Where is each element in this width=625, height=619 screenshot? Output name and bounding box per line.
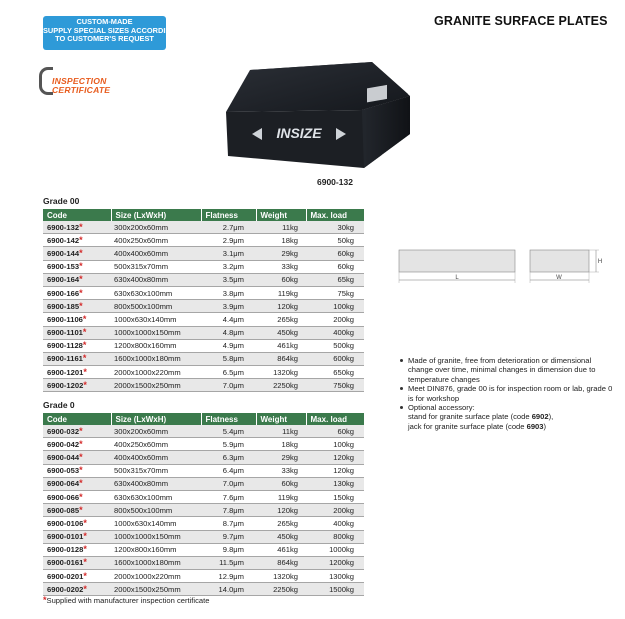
feature-text: Meet DIN876, grade 00 is for inspection room or lab, grade 0 is for workshop [408,384,613,403]
col-header-code: Code [43,209,111,221]
feature-item [399,403,614,431]
cell-max-load: 100kg [306,300,364,313]
asterisk-icon: * [82,327,87,338]
table-row [43,286,364,299]
certificate-logo-line-2: CERTIFICATE [52,85,111,95]
custom-made-badge [43,16,177,50]
asterisk-icon: * [79,287,83,298]
asterisk-icon: * [79,504,83,515]
asterisk-icon: * [79,451,83,462]
page-title: GRANITE SURFACE PLATES [434,14,608,28]
cell-flatness: 4.4μm [201,313,256,326]
cell-size: 2000x1000x220mm [111,366,201,379]
cell-weight: 60kg [256,477,306,490]
cell-flatness: 4.9μm [201,339,256,352]
cell-max-load: 1200kg [306,556,364,569]
asterisk-icon: * [79,478,83,489]
cell-size: 630x630x100mm [111,286,201,299]
cell-max-load: 130kg [306,477,364,490]
asterisk-icon: * [83,570,87,581]
cell-size: 400x250x60mm [111,438,201,451]
cell-code: 6900-144* [43,247,111,260]
feature-text: Made of granite, free from deterioration or dimensional change over time, minimal changes in dimension due to temperature changes [408,356,596,384]
cell-size: 1000x630x140mm [111,313,201,326]
cell-weight: 461kg [256,339,306,352]
cell-max-load: 1300kg [306,570,364,583]
cell-flatness: 2.7μm [201,221,256,234]
badge-line-3: TO CUSTOMER'S REQUEST [55,34,154,44]
col-header-max-load: Max. load [306,209,364,221]
cell-size: 1600x1000x180mm [111,352,201,365]
cell-code: 6900-153* [43,260,111,273]
cell-code: 6900-142* [43,234,111,247]
asterisk-icon: * [79,438,83,449]
jack-code: 6903 [526,421,544,431]
accessory-stand: stand for granite surface plate (code 6902), [408,412,554,422]
cell-flatness: 11.5μm [201,556,256,569]
cell-weight: 18kg [256,234,306,247]
cell-flatness: 5.8μm [201,352,256,365]
asterisk-icon: * [82,353,87,364]
table-row [43,366,364,379]
cell-flatness: 7.6μm [201,490,256,503]
cell-flatness: 6.5μm [201,366,256,379]
cell-weight: 1320kg [256,570,306,583]
table-row [43,451,364,464]
cell-size: 300x200x60mm [111,221,201,234]
accessory-title: Optional accessory: [408,403,475,413]
cell-max-load: 1000kg [306,543,364,556]
cell-flatness: 2.9μm [201,234,256,247]
badge-line-2: SUPPLY SPECIAL SIZES ACCORDING [43,25,177,35]
cell-weight: 11kg [256,221,306,234]
table-row [43,234,364,247]
cell-weight: 1320kg [256,366,306,379]
table-header-row [43,209,364,221]
cell-max-load: 100kg [306,438,364,451]
asterisk-icon: * [83,544,87,555]
cell-flatness: 5.9μm [201,438,256,451]
cell-code: 6900-0201* [43,570,111,583]
col-header-max-load: Max. load [306,413,364,425]
col-header-code: Code [43,413,111,425]
cell-max-load: 65kg [306,273,364,286]
cell-max-load: 60kg [306,247,364,260]
cell-code: 6900-1161* [43,352,111,365]
table-row [43,583,364,596]
plate-brand-engraving: INSIZE [276,125,322,141]
cell-flatness: 3.1μm [201,247,256,260]
cell-weight: 450kg [256,326,306,339]
feature-item [399,356,614,384]
cell-max-load: 60kg [306,260,364,273]
cell-flatness: 3.5μm [201,273,256,286]
asterisk-icon: * [83,583,87,594]
cell-code: 6900-0128* [43,543,111,556]
grade-0-title: Grade 0 [43,400,75,410]
cell-weight: 864kg [256,556,306,569]
cell-flatness: 3.8μm [201,286,256,299]
cell-max-load: 200kg [306,504,364,517]
cell-code: 6900-0106* [43,517,111,530]
table-row [43,543,364,556]
cell-code: 6900-164* [43,273,111,286]
stand-code: 6902 [531,412,549,422]
footnote [43,596,209,605]
cell-size: 1000x630x140mm [111,517,201,530]
table-row [43,300,364,313]
cell-max-load: 650kg [306,366,364,379]
asterisk-icon: * [83,379,87,390]
cell-weight: 120kg [256,300,306,313]
cell-code: 6900-0161* [43,556,111,569]
cell-max-load: 600kg [306,352,364,365]
table-row [43,477,364,490]
product-caption: 6900-132 [317,177,353,187]
cell-weight: 33kg [256,464,306,477]
cell-size: 2000x1500x250mm [111,583,201,596]
table-row [43,247,364,260]
table-row [43,339,364,352]
asterisk-icon: * [83,366,87,377]
cell-flatness: 3.9μm [201,300,256,313]
cell-size: 630x400x80mm [111,273,201,286]
cell-size: 630x630x100mm [111,490,201,503]
certificate-bracket-icon [39,67,53,95]
grade-0-table [43,413,364,596]
cell-code: 6900-053* [43,464,111,477]
cell-weight: 864kg [256,352,306,365]
col-header-flatness: Flatness [201,209,256,221]
table-row [43,425,364,438]
cell-flatness: 4.8μm [201,326,256,339]
table-row [43,260,364,273]
table-row [43,438,364,451]
cell-code: 6900-185* [43,300,111,313]
asterisk-icon: * [83,531,87,542]
cell-max-load: 120kg [306,464,364,477]
cell-flatness: 3.2μm [201,260,256,273]
asterisk-icon: * [79,261,83,272]
cell-max-load: 800kg [306,530,364,543]
asterisk-icon: * [79,491,83,502]
width-label: W [556,275,562,281]
cell-size: 400x400x60mm [111,451,201,464]
cell-size: 1000x1000x150mm [111,530,201,543]
cell-size: 1600x1000x180mm [111,556,201,569]
table-row [43,530,364,543]
cell-weight: 265kg [256,517,306,530]
cell-flatness: 6.4μm [201,464,256,477]
cell-size: 630x400x80mm [111,477,201,490]
footnote-text: Supplied with manufacturer inspection certificate [46,596,210,605]
cell-flatness: 7.0μm [201,379,256,392]
table-row [43,504,364,517]
cell-flatness: 7.8μm [201,504,256,517]
side-view-block [530,250,589,272]
cell-size: 400x400x60mm [111,247,201,260]
cell-size: 2000x1500x250mm [111,379,201,392]
cell-flatness: 12.9μm [201,570,256,583]
cell-flatness: 9.8μm [201,543,256,556]
cell-weight: 119kg [256,286,306,299]
cell-weight: 2250kg [256,583,306,596]
cell-weight: 120kg [256,504,306,517]
col-header-flatness: Flatness [201,413,256,425]
granite-plate-photo [222,52,412,172]
table-row [43,313,364,326]
table-row [43,556,364,569]
table-row [43,379,364,392]
cell-weight: 265kg [256,313,306,326]
inspection-certificate-logo [39,66,123,100]
cell-size: 300x200x60mm [111,425,201,438]
cell-size: 2000x1000x220mm [111,570,201,583]
cell-code: 6900-1202* [43,379,111,392]
asterisk-icon: * [82,340,87,351]
cell-code: 6900-0202* [43,583,111,596]
cell-code: 6900-1201* [43,366,111,379]
table-row [43,273,364,286]
col-header-weight: Weight [256,413,306,425]
cell-size: 400x250x60mm [111,234,201,247]
cell-max-load: 120kg [306,451,364,464]
cell-code: 6900-064* [43,477,111,490]
cell-weight: 461kg [256,543,306,556]
grade-00-title: Grade 00 [43,196,80,206]
cell-weight: 29kg [256,247,306,260]
asterisk-icon: * [43,595,47,605]
cell-max-load: 750kg [306,379,364,392]
cell-max-load: 200kg [306,313,364,326]
front-view-block [399,250,515,272]
table-row [43,326,364,339]
asterisk-icon: * [79,465,83,476]
cell-max-load: 50kg [306,234,364,247]
cell-size: 1200x800x160mm [111,339,201,352]
cell-max-load: 30kg [306,221,364,234]
cell-max-load: 150kg [306,490,364,503]
cell-code: 6900-066* [43,490,111,503]
cell-max-load: 60kg [306,425,364,438]
col-header-weight: Weight [256,209,306,221]
table-header-row [43,413,364,425]
cell-code: 6900-1101* [43,326,111,339]
dimension-drawing [397,248,603,288]
asterisk-icon: * [83,557,87,568]
asterisk-icon: * [79,247,83,258]
certificate-logo-line-1: INSPECTION [52,76,107,86]
cell-flatness: 6.3μm [201,451,256,464]
asterisk-icon: * [79,425,83,436]
cell-max-load: 500kg [306,339,364,352]
cell-size: 800x500x100mm [111,300,201,313]
cell-code: 6900-044* [43,451,111,464]
grade-00-table [43,209,364,392]
length-label: L [455,275,459,281]
table-row [43,464,364,477]
feature-item [399,384,614,403]
cell-code: 6900-1106* [43,313,111,326]
cell-code: 6900-032* [43,425,111,438]
cell-code: 6900-132* [43,221,111,234]
accessory-jack: jack for granite surface plate (code 6903) [408,421,547,431]
cell-code: 6900-085* [43,504,111,517]
cell-max-load: 400kg [306,517,364,530]
cell-weight: 2250kg [256,379,306,392]
cell-weight: 33kg [256,260,306,273]
col-header-size: Size (LxWxH) [111,413,201,425]
table-row [43,352,364,365]
table-row [43,517,364,530]
cell-code: 6900-166* [43,286,111,299]
cell-weight: 60kg [256,273,306,286]
asterisk-icon: * [83,517,87,528]
cell-flatness: 14.0μm [201,583,256,596]
feature-list [399,356,614,431]
cell-weight: 450kg [256,530,306,543]
cell-weight: 29kg [256,451,306,464]
table-row [43,570,364,583]
cell-size: 1200x800x160mm [111,543,201,556]
asterisk-icon: * [79,234,83,245]
cell-weight: 119kg [256,490,306,503]
cell-max-load: 400kg [306,326,364,339]
badge-line-1: CUSTOM-MADE [76,17,133,26]
cell-code: 6900-1128* [43,339,111,352]
cell-size: 500x315x70mm [111,260,201,273]
asterisk-icon: * [82,313,87,324]
cell-size: 500x315x70mm [111,464,201,477]
cell-flatness: 7.0μm [201,477,256,490]
cell-max-load: 1500kg [306,583,364,596]
cell-code: 6900-042* [43,438,111,451]
cell-max-load: 75kg [306,286,364,299]
cell-flatness: 8.7μm [201,517,256,530]
col-header-size: Size (LxWxH) [111,209,201,221]
asterisk-icon: * [79,300,83,311]
cell-size: 800x500x100mm [111,504,201,517]
cell-weight: 18kg [256,438,306,451]
cell-weight: 11kg [256,425,306,438]
cell-size: 1000x1000x150mm [111,326,201,339]
cell-flatness: 9.7μm [201,530,256,543]
table-row [43,221,364,234]
height-label: H [597,259,603,265]
asterisk-icon: * [79,274,83,285]
cell-flatness: 5.4μm [201,425,256,438]
table-row [43,490,364,503]
cell-code: 6900-0101* [43,530,111,543]
asterisk-icon: * [79,221,83,232]
